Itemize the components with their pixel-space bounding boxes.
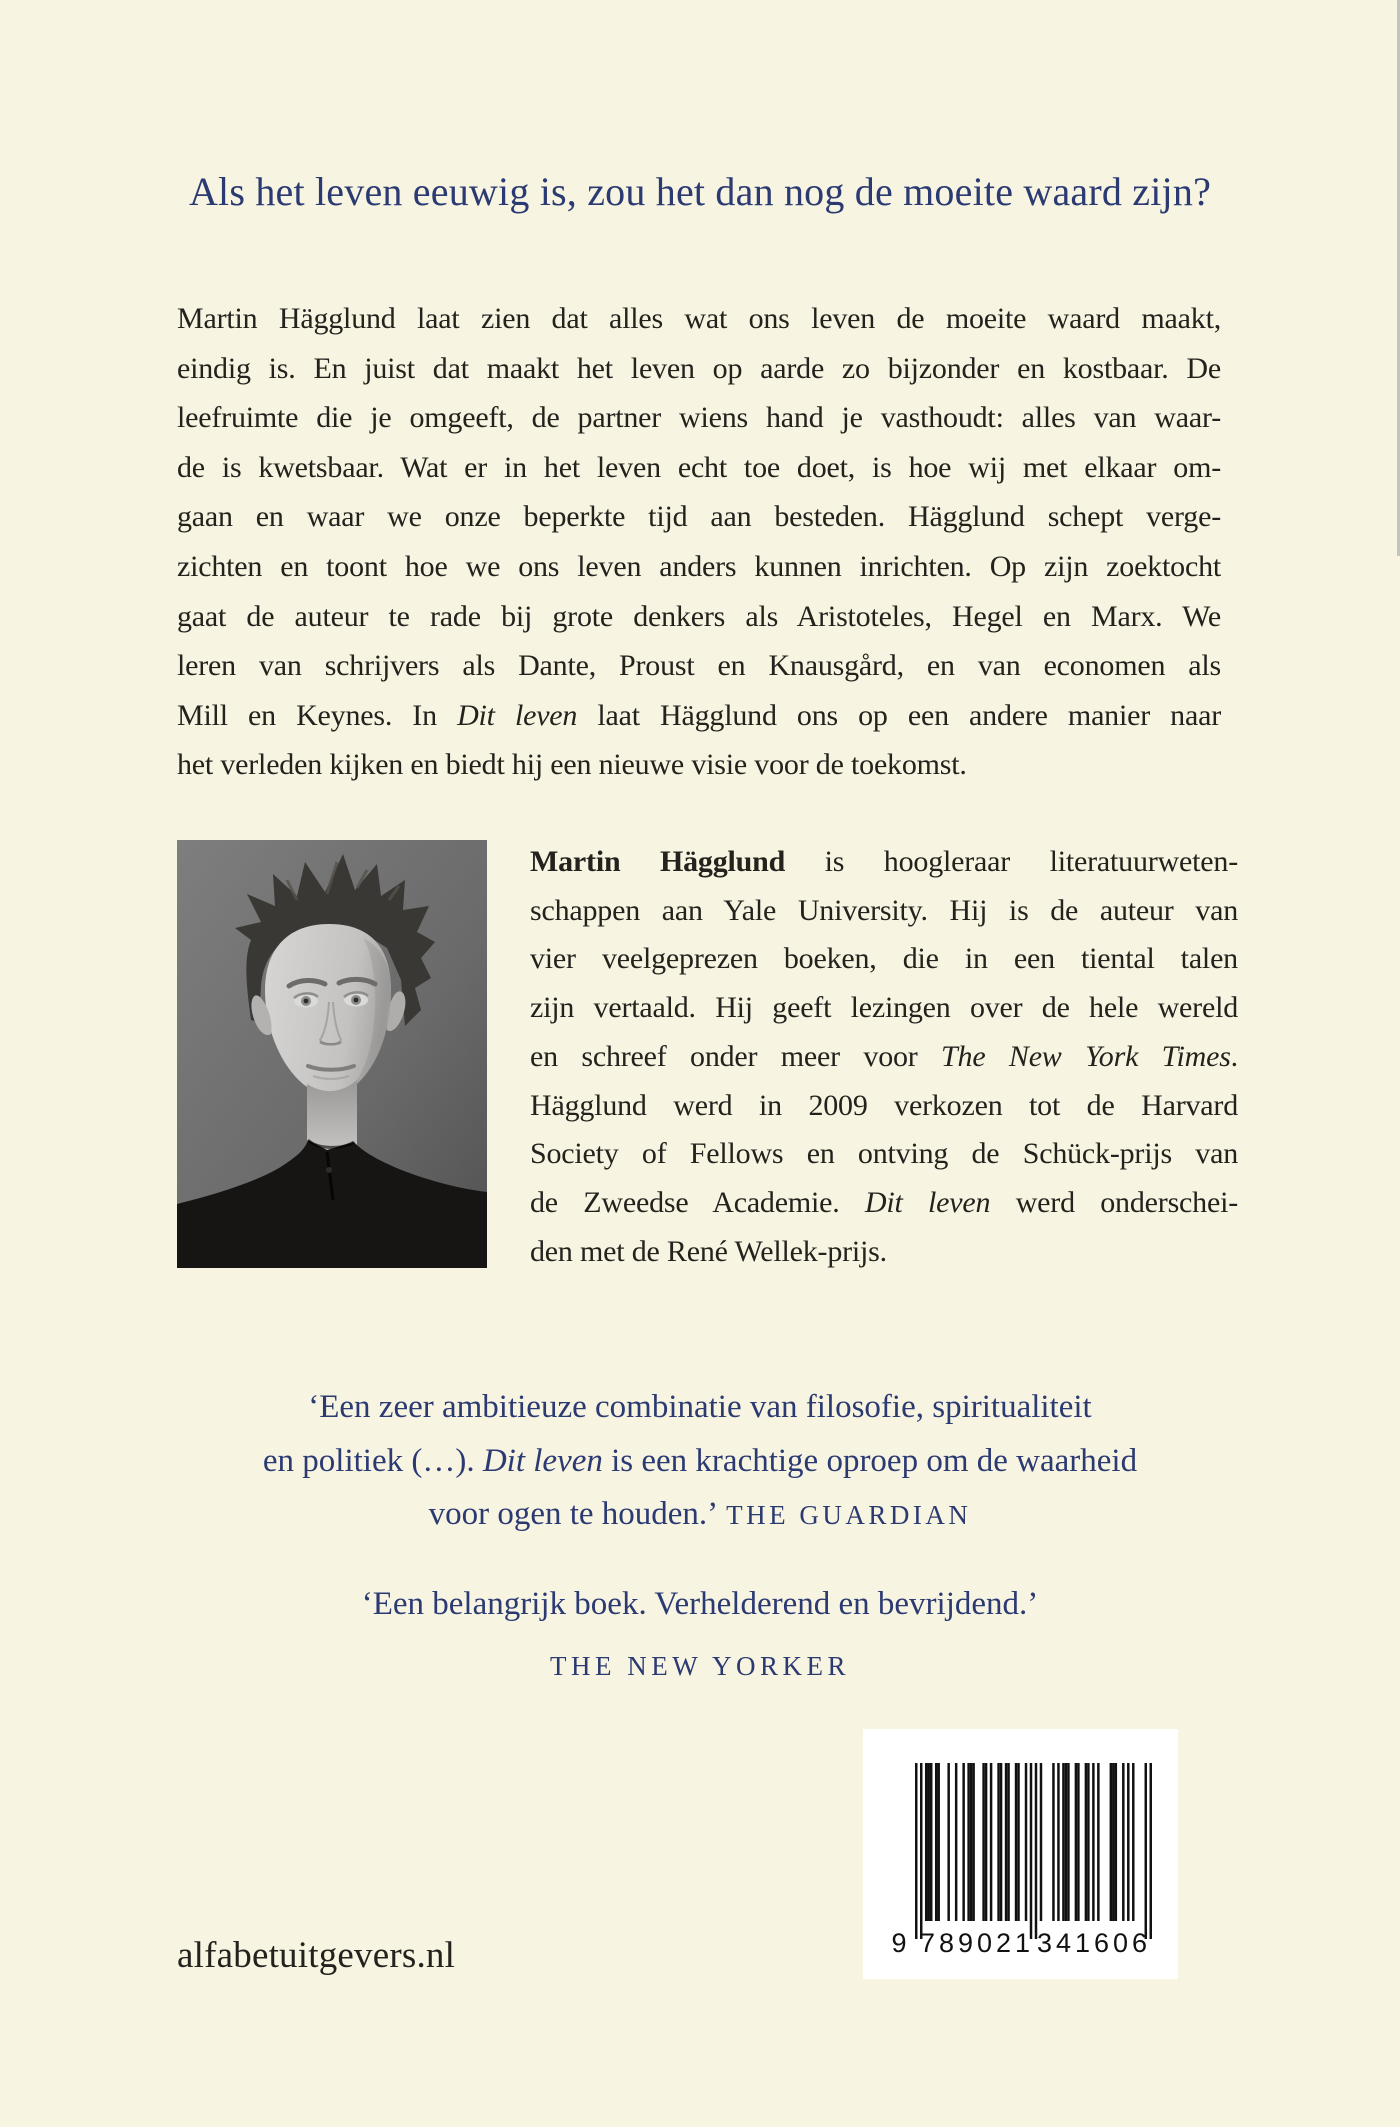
quote-line [0,1488,1400,1543]
barcode-bar [947,1763,949,1921]
author-name-bold: Martin Hägglund [530,845,786,878]
isbn-left-digits: 789021 [919,1928,1035,1955]
barcode-bar [1040,1763,1042,1921]
synopsis-line: zichten en toont hoe we ons leven anders kunnen inrichten. Op zijn zoektocht [177,549,1221,583]
tagline: Als het leven eeuwig is, zou het dan nog de moeite waard zijn? [188,169,1212,214]
barcode-bar [985,1763,987,1921]
book-title-italic: Dit leven [864,1185,991,1219]
barcode-bar [930,1763,932,1921]
barcode-bar [935,1763,937,1921]
barcode-bar [1007,1763,1009,1921]
barcode-bar [990,1763,992,1921]
barcode-bar [1017,1763,1019,1921]
quote-text: voor ogen te houden.’ [428,1496,719,1532]
barcode-bar [1145,1763,1147,1939]
synopsis-text: Mill en Keynes. In [177,698,458,732]
barcode-bar [937,1763,939,1921]
bio-line [530,1033,1238,1082]
barcode-bar [1015,1763,1017,1921]
bio-line: Hägglund werd in 2009 verkozen tot de Harvard [530,1088,1238,1122]
synopsis-line: de is kwetsbaar. Wat er in het leven echt toe doet, is hoe wij met elkaar om- [177,450,1221,484]
left-pupil [304,999,309,1004]
synopsis-line: Martin Hägglund laat zien dat alles wat ons leven de moeite waard maakt, [177,302,1221,335]
button [326,1167,332,1173]
barcode-bar [920,1763,922,1939]
synopsis [177,294,1221,790]
author-photo [177,840,487,1268]
barcode-bar [1085,1763,1087,1921]
newspaper-title-italic: The New York Times [941,1039,1231,1073]
barcode-bar [1062,1763,1064,1921]
synopsis-line: gaan en waar we onze beperkte tijd aan besteden. Hägglund schept verge- [177,500,1221,534]
bio-line: vier veelgeprezen boeken, die in een tiental talen [530,942,1238,976]
barcode-bar [1065,1763,1067,1921]
quote-source: THE NEW YORKER [550,1650,850,1681]
synopsis-line: het verleden kijken en biedt hij een nieuwe visie voor de toekomst. [177,748,967,782]
barcode-bar [972,1763,974,1921]
barcode-bar [1087,1763,1089,1921]
barcode-bar [1067,1763,1069,1921]
bio-text: . [1230,1039,1238,1073]
quote-source: THE GUARDIAN [726,1500,972,1530]
bio-text: is hoogleraar literatuurweten- [785,845,1238,878]
barcode-bar [1122,1763,1124,1921]
barcode-bar [1110,1763,1112,1921]
barcode-bar [1025,1763,1027,1921]
bio-line: zijn vertaald. Hij geeft lezingen over de hele wereld [530,991,1238,1025]
quote-line [0,1435,1400,1489]
barcode-bar [1077,1763,1079,1921]
bio-text: werd onderschei- [990,1185,1238,1219]
publisher-url: alfabetuitgevers.nl [177,1935,456,1976]
barcode-bar [1057,1763,1059,1921]
barcode-bar [1112,1763,1114,1921]
barcode-bar [915,1763,917,1939]
bio-line [530,1179,1238,1228]
right-pupil [354,998,359,1003]
barcode-bar [1030,1763,1032,1939]
review-quote-guardian [0,1381,1400,1543]
synopsis-line [177,691,1221,741]
isbn-lead-digit: 9 [891,1928,907,1955]
bio-line: schappen aan Yale University. Hij is de auteur van [530,893,1238,927]
barcode-bar [1035,1763,1037,1939]
barcode-bar [1132,1763,1134,1921]
barcode-bar [997,1763,999,1921]
barcode-bar [982,1763,984,1921]
quote-text: is een krachtige oproep om de waarheid [602,1442,1138,1479]
barcode-bar [1115,1763,1117,1921]
isbn-barcode [863,1729,1178,1979]
synopsis-line: gaat de auteur te rade bij grote denkers als Aristoteles, Hegel en Marx. We [177,599,1221,633]
barcode-bar [962,1763,964,1921]
barcode-bar [970,1763,972,1921]
book-title-italic: Dit leven [482,1442,603,1479]
synopsis-line: leren van schrijvers als Dante, Proust en Knausgård, en van economen als [177,649,1221,683]
barcode-bar [1092,1763,1094,1921]
barcode-bar [927,1763,929,1921]
barcode-bar [1127,1763,1129,1921]
barcode-bar [1000,1763,1002,1921]
bio-text: en schreef onder meer voor [530,1039,942,1073]
bio-line [530,838,1238,887]
synopsis-line: eindig is. En juist dat maakt het leven op aarde zo bijzonder en kostbaar. De [177,351,1221,385]
barcode-bar [925,1763,927,1921]
isbn-right-digits: 341606 [1036,1928,1152,1955]
bio-text: de Zweedse Academie. [530,1185,865,1219]
quote-line: ‘Een belangrijk boek. Verhelderend en bevrijdend.’ [361,1586,1039,1622]
barcode-bar [1150,1763,1152,1939]
author-portrait-svg [177,840,487,1268]
barcode-bar [1005,1763,1007,1921]
barcode-bar [967,1763,969,1921]
quote-text: en politiek (…). [262,1442,483,1479]
synopsis-text: laat Hägglund ons op een andere manier naar [577,698,1221,732]
bio-line: Society of Fellows en ontving de Schück-prijs van [530,1137,1238,1171]
bio-line: den met de René Wellek-prijs. [530,1234,887,1268]
quote-line: ‘Een zeer ambitieuze combinatie van filosofie, spiritualiteit [308,1389,1092,1425]
isbn-barcode-svg [889,1755,1152,1955]
author-bio [530,838,1238,1276]
barcode-bar [1097,1763,1099,1921]
barcode-bar [955,1763,957,1921]
barcode-bar [1075,1763,1077,1921]
book-title-italic: Dit leven [457,698,578,732]
synopsis-line: leefruimte die je omgeeft, de partner wiens hand je vasthoudt: alles van waar- [177,401,1221,435]
review-quote-new-yorker [0,1578,1400,1693]
barcode-bar [1052,1763,1054,1921]
